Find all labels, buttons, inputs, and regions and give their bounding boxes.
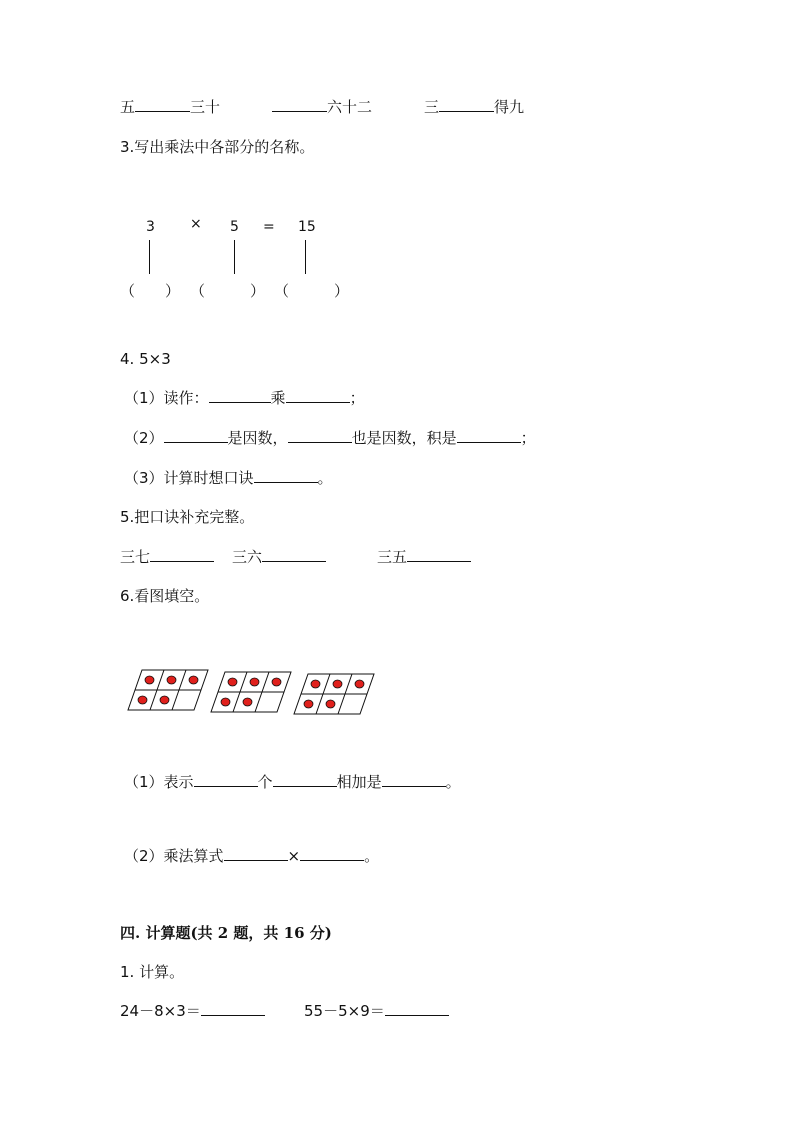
answer-blank[interactable] <box>272 97 327 112</box>
q6-title: 6.看图填空。 <box>120 587 210 605</box>
answer-blank[interactable] <box>254 468 318 483</box>
dot-grid <box>211 672 291 712</box>
q4-line-1 <box>124 388 365 408</box>
q4-title: 4. 5×3 <box>120 350 171 368</box>
pointer-line-c <box>305 240 306 274</box>
mantra-prefix: 三 <box>424 98 440 116</box>
name-paren-a[interactable]: （ ） <box>120 282 181 300</box>
q6-l1-mid1: 个 <box>257 773 273 791</box>
red-dot <box>304 700 313 708</box>
answer-blank[interactable] <box>209 388 271 403</box>
answer-blank[interactable] <box>224 846 288 861</box>
answer-blank[interactable] <box>201 1001 265 1016</box>
q6-l2-mid: × <box>287 847 301 865</box>
red-dot <box>250 678 259 686</box>
red-dot <box>221 698 230 706</box>
red-dot <box>333 680 342 688</box>
answer-blank[interactable] <box>286 388 350 403</box>
q3-title: 3.写出乘法中各部分的名称。 <box>120 138 315 156</box>
q6-l2-label: （2）乘法算式 <box>124 847 224 865</box>
eq-times-sign: × <box>190 216 202 232</box>
q5-item-2 <box>232 547 326 567</box>
red-dot <box>138 696 147 704</box>
q4-line-2 <box>124 428 536 448</box>
q6-l2-end: 。 <box>364 847 380 865</box>
pointer-line-a <box>149 240 150 274</box>
q5-item-1 <box>120 547 214 567</box>
q6-l1-label: （1）表示 <box>124 773 194 791</box>
red-dot <box>311 680 320 688</box>
eq-equals-sign: = <box>263 219 275 235</box>
answer-blank[interactable] <box>457 428 521 443</box>
mantra-fill-3 <box>424 97 524 117</box>
q5-item-label: 三六 <box>232 548 263 566</box>
q6-line-2 <box>124 846 379 866</box>
q4-l2-mid2: 也是因数，积是 <box>351 429 457 447</box>
q4-l1-end: ； <box>349 389 365 407</box>
red-dot <box>167 676 176 684</box>
eq-product: 15 <box>298 219 316 235</box>
answer-blank[interactable] <box>262 547 326 562</box>
red-dot <box>160 696 169 704</box>
name-paren-b[interactable]: （ ） <box>190 282 266 300</box>
mantra-fill-1 <box>120 97 220 117</box>
section-heading: 四. 计算题(共 2 题，共 16 分) <box>120 924 332 942</box>
q4-l2-mid1: 是因数， <box>227 429 288 447</box>
answer-blank[interactable] <box>300 846 364 861</box>
dot-grid <box>128 670 208 710</box>
red-dot <box>189 676 198 684</box>
dot-grid <box>294 674 374 714</box>
red-dot <box>145 676 154 684</box>
q4-l2-label: （2） <box>124 429 164 447</box>
q4-l1-label: （1）读作： <box>124 389 209 407</box>
calc-expr-label: 55－5×9＝ <box>304 1002 385 1020</box>
red-dot <box>272 678 281 686</box>
eq-factor-a: 3 <box>146 219 155 235</box>
pointer-line-b <box>234 240 235 274</box>
calc-title: 1. 计算。 <box>120 963 185 981</box>
answer-blank[interactable] <box>439 97 494 112</box>
mantra-suffix: 三十 <box>190 98 221 116</box>
q6-l1-mid2: 相加是 <box>336 773 382 791</box>
q5-item-label: 三五 <box>377 548 408 566</box>
eq-factor-b: 5 <box>230 219 239 235</box>
q5-item-3 <box>377 547 471 567</box>
mantra-prefix: 五 <box>120 98 136 116</box>
q4-l2-end: ； <box>520 429 536 447</box>
mantra-suffix: 六十二 <box>327 98 373 116</box>
mantra-fill-2 <box>272 97 372 117</box>
answer-blank[interactable] <box>382 772 446 787</box>
red-dot <box>355 680 364 688</box>
answer-blank[interactable] <box>164 428 228 443</box>
answer-blank[interactable] <box>150 547 214 562</box>
q6-line-1 <box>124 772 461 792</box>
answer-blank[interactable] <box>407 547 471 562</box>
answer-blank[interactable] <box>194 772 258 787</box>
calc-expr-2 <box>304 1001 449 1021</box>
answer-blank[interactable] <box>288 428 352 443</box>
red-dot <box>326 700 335 708</box>
answer-blank[interactable] <box>273 772 337 787</box>
red-dot <box>228 678 237 686</box>
q5-item-label: 三七 <box>120 548 151 566</box>
q6-l1-end: 。 <box>445 773 461 791</box>
name-paren-c[interactable]: （ ） <box>274 282 350 300</box>
q4-line-3 <box>124 468 333 488</box>
q4-l3-label: （3）计算时想口诀 <box>124 469 254 487</box>
red-dot <box>243 698 252 706</box>
q5-title: 5.把口诀补充完整。 <box>120 508 255 526</box>
mantra-suffix: 得九 <box>494 98 525 116</box>
calc-expr-label: 24－8×3＝ <box>120 1002 201 1020</box>
q4-l3-end: 。 <box>317 469 333 487</box>
answer-blank[interactable] <box>135 97 190 112</box>
answer-blank[interactable] <box>385 1001 449 1016</box>
calc-expr-1 <box>120 1001 265 1021</box>
dot-grid-figure <box>126 668 386 718</box>
q4-l1-mid: 乘 <box>270 389 286 407</box>
